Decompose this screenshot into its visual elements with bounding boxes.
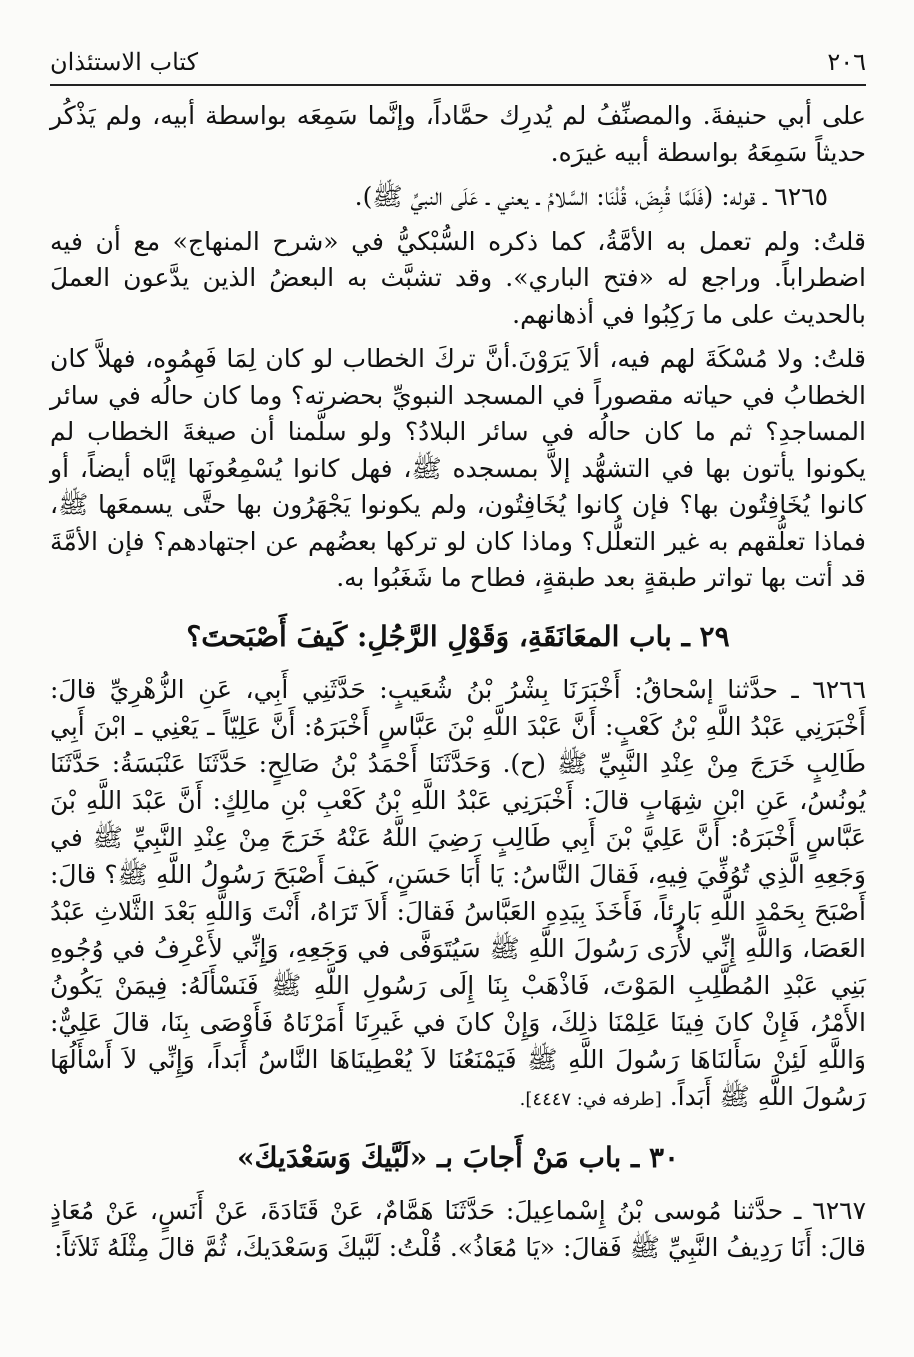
hadith-block	[50, 671, 866, 1118]
commentary-paragraph: قلتُ: ولم تعمل به الأمَّةُ، كما ذكره السُّبْكيُّ في «شرح المنهاج» مع أن فيه اضطراباً. وراجع له «فتح الباري». وقد تشبَّث به البعضُ الذين يدَّعون العملَ بالحديث على ما رَكِبُوا في أذهانهم.	[50, 226, 866, 329]
chapter-heading: ٣٠ ـ باب مَنْ أَجابَ بـ «لَبَّيكَ وَسَعْدَيكَ»	[236, 1140, 680, 1174]
page-header	[50, 48, 866, 86]
running-title: كتاب الاستئذان	[50, 48, 199, 76]
hadith-text: ٦٢٦٧ ـ حدَّثنا مُوسى بْنُ إِسْماعِيلَ: حَدَّثَنَا هَمَّامٌ، عَنْ قَتَادَةَ، عَنْ أَنَسٍ، عَنْ مُعَاذٍ قالَ: أَنَا رَدِيفُ النَّبِيِّ ﷺ فَقالَ: «يَا مُعَاذُ». قُلْتُ: لَبَّيكَ وَسَعْدَيكَ، ثُمَّ قالَ مِثْلَهُ ثَلاَثاً:	[50, 1195, 866, 1262]
commentary-paragraph: قلتُ: ولا مُسْكَةَ لهم فيه، ألاَ يَرَوْنَ.أنَّ تركَ الخطاب لو كان لِمَا فَهِمُوه، فهلاَّ كان الخطابُ في حياته مقصوراً في المسجد النبويِّ بحضرته؟ وما كان حالُه في سائر المساجدِ؟ ثم ما كان حالُه في سائر البلادُ؟ ولو سلَّمنا أن صيغةَ الخطاب لم يكونوا يأتون بها في التشهُّد إلاَّ بمسجده ﷺ، فهل كانوا يُسْمِعُونَها إيَّاه أيضاً، أو كانوا يُخَافِتُون بها؟ فإن كانوا يُخَافِتُون، ولم يكونوا يَجْهَرُون بها حتَّى يسمعَها ﷺ، فماذا تعلُّقهم به غير التعلُّل؟ وماذا كان لو تركها بعضُهم عن اجتهادهم؟ فإن الأمَّةَ قد أتت بها تواتر طبقةٍ بعد طبقةٍ، فطاح ما شَغَبُوا به.	[50, 344, 866, 592]
commentary-paragraph: ٦٢٦٥ ـ قوله: (فَلَمَّا قُبِضَ، قُلْنَا: السَّلامُ ـ يعني ـ عَلَى النبيِّ ﷺ).	[354, 182, 828, 211]
commentary-paragraph: على أبي حنيفةَ. والمصنِّفُ لم يُدرِك حمَّاداً، وإنَّما سَمِعَه بواسطة أبيه، ولم يَذْكُر حديثاً سَمِعَهُ بواسطة أبيه غيرَه.	[50, 101, 866, 167]
page-number: ٢٠٦	[827, 48, 866, 76]
hadith-text	[50, 671, 866, 1118]
cross-reference: [طرفه في: ٤٤٤٧].	[519, 1088, 662, 1110]
hadith-body: ٦٢٦٦ ـ حدَّثنا إسْحاقُ: أَخْبَرَنَا بِشْرُ بْنُ شُعَيبٍ: حَدَّثَنِي أَبِي، عَنِ الزُّهْرِيِّ قالَ: أَخْبَرَنِي عَبْدُ اللَّهِ بْنُ كَعْبٍ: أَنَّ عَبْدَ اللَّهِ بْنَ عَبَّاسٍ أَخْبَرَهُ: أَنَّ عَلِيّاً ـ يَعْنِي ـ ابْنَ أَبِي طَالِبٍ خَرَجَ مِنْ عِنْدِ النَّبِيِّ ﷺ (ح). وَحَدَّثَنَا أَحْمَدُ بْنُ صَالِحٍ: حَدَّثَنَا عَنْبَسَةُ: حَدَّثَنَا يُونُسُ، عَنِ ابْنِ شِهَابٍ قالَ: أَخْبَرَنِي عَبْدُ اللَّهِ بْنُ كَعْبِ بْنِ مالِكٍ: أَنَّ عَبْدَ اللَّهِ بْنَ عَبَّاسٍ أَخْبَرَهُ: أَنَّ عَلِيَّ بْنَ أَبِي طَالِبٍ رَضِيَ اللَّهُ عَنْهُ خَرَجَ مِنْ عِنْدِ النَّبِيِّ ﷺ في وَجَعِهِ الَّذِي تُوُفِّيَ فِيهِ، فَقالَ النَّاسُ: يَا أَبَا حَسَنٍ، كَيفَ أَصْبَحَ رَسُولُ اللَّهِ ﷺ؟ قالَ: أَصْبَحَ بِحَمْدِ اللَّهِ بَارِئاً، فَأَخَذَ بِيَدِهِ العَبَّاسُ فَقالَ: أَلاَ تَرَاهُ، أَنْتَ وَاللَّهِ بَعْدَ الثَّلاثِ عَبْدُ العَصَا، وَاللَّهِ إِنِّي لأُرَى رَسُولَ اللَّهِ ﷺ سَيُتَوَفَّى في وَجَعِهِ، وَإِنِّي لأَعْرِفُ في وُجُوهِ بَنِي عَبْدِ المُطَّلِبِ المَوْتَ، فَاذْهَبْ بِنَا إِلَى رَسُولِ اللَّهِ ﷺ فَنَسْأَلَهُ: فِيمَنْ يَكُونُ الأَمْرُ، فَإِنْ كانَ فِينَا عَلِمْنَا ذلِكَ، وَإِنْ كانَ في غَيرِنَا أَمَرْنَاهُ فَأَوْصَى بِنَا، قالَ عَلِيٌّ: وَاللَّهِ لَئِنْ سَأَلنَاهَا رَسُولَ اللَّهِ ﷺ فَيَمْنَعُنَا لاَ يُعْطِينَاهَا النَّاسُ أَبَداً، وَإِنِّي لاَ أَسْأَلُهَا رَسُولَ اللَّهِ ﷺ أَبَداً.	[50, 674, 866, 1111]
hadith-block	[50, 1192, 866, 1266]
chapter-heading: ٢٩ ـ باب المعَانَقَةِ، وَقَوْلِ الرَّجُلِ: كَيفَ أَصْبَحتَ؟	[186, 619, 730, 653]
